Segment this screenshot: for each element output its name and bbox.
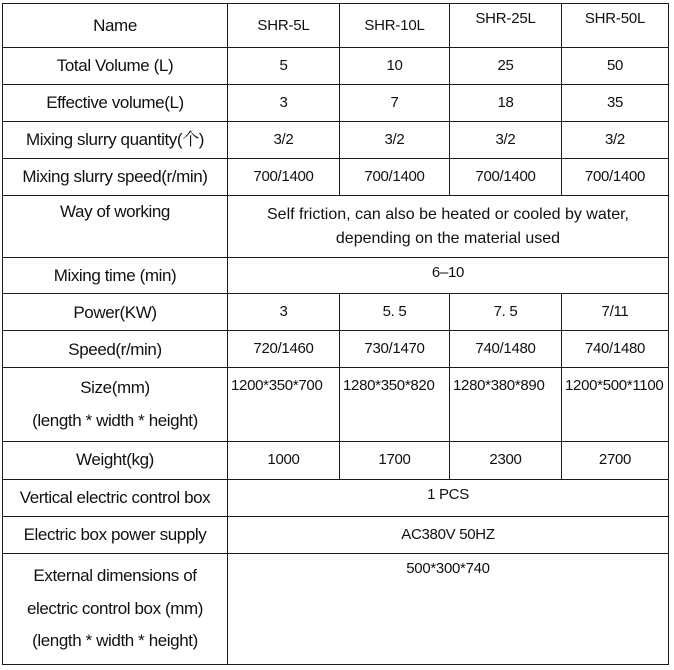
cell-external-dimensions: 500*300*740 [228,553,669,664]
label-mixing-slurry-quantity: Mixing slurry quantity(个) [3,122,228,159]
cell-weight-25l: 2300 [450,441,562,479]
label-external-dimensions [3,553,228,664]
cell-size-50l: 1200*500*1100 [562,368,669,441]
cell-effective-volume-50l: 35 [562,85,669,122]
cell-mixing-time: 6–10 [228,258,669,294]
model-shr-10l: SHR-10L [340,4,450,48]
cell-power-50l: 7/11 [562,294,669,331]
cell-slurry-quantity-10l: 3/2 [340,122,450,159]
cell-total-volume-10l: 10 [340,48,450,85]
row-mixing-time [3,258,669,294]
cell-vertical-control-box: 1 PCS [228,479,669,516]
way-of-working-line-1: Self friction, can also be heated or cooled by water, [267,205,629,223]
label-total-volume: Total Volume (L) [3,48,228,85]
label-external-dimensions-line-2: electric control box (mm) [26,598,204,618]
cell-slurry-speed-25l: 700/1400 [450,159,562,196]
cell-slurry-quantity-50l: 3/2 [562,122,669,159]
label-mixing-slurry-speed: Mixing slurry speed(r/min) [3,159,228,196]
row-mixing-slurry-quantity [3,122,669,159]
row-total-volume [3,48,669,85]
model-shr-25l: SHR-25L [450,4,562,48]
cell-size-10l: 1280*350*820 [340,368,450,441]
row-mixing-slurry-speed [3,159,669,196]
model-shr-50l: SHR-50L [562,4,669,48]
cell-speed-10l: 730/1470 [340,331,450,368]
header-name-label: Name [3,4,228,48]
cell-way-of-working [228,196,669,258]
way-of-working-line-2: depending on the material used [335,229,561,247]
label-size-line-1: Size(mm) [80,378,150,398]
cell-slurry-speed-5l: 700/1400 [228,159,340,196]
cell-total-volume-5l: 5 [228,48,340,85]
cell-speed-5l: 720/1460 [228,331,340,368]
label-mixing-time: Mixing time (min) [3,258,228,294]
row-effective-volume [3,85,669,122]
cell-effective-volume-10l: 7 [340,85,450,122]
header-row [3,4,669,48]
cell-total-volume-50l: 50 [562,48,669,85]
label-vertical-control-box: Vertical electric control box [3,479,228,516]
label-power: Power(KW) [3,294,228,331]
cell-size-5l: 1200*350*700 [228,368,340,441]
label-size [3,368,228,441]
cell-size-25l: 1280*380*890 [450,368,562,441]
cell-effective-volume-5l: 3 [228,85,340,122]
label-electric-box-power: Electric box power supply [3,516,228,553]
row-weight [3,441,669,479]
label-speed: Speed(r/min) [3,331,228,368]
cell-total-volume-25l: 25 [450,48,562,85]
cell-speed-50l: 740/1480 [562,331,669,368]
cell-weight-10l: 1700 [340,441,450,479]
label-weight: Weight(kg) [3,441,228,479]
label-size-line-2: (length * width * height) [32,410,198,430]
cell-slurry-quantity-5l: 3/2 [228,122,340,159]
cell-electric-box-power: AC380V 50HZ [228,516,669,553]
cell-slurry-speed-10l: 700/1400 [340,159,450,196]
model-shr-5l: SHR-5L [228,4,340,48]
cell-effective-volume-25l: 18 [450,85,562,122]
label-effective-volume: Effective volume(L) [3,85,228,122]
specification-table [2,3,669,665]
label-external-dimensions-line-3: (length * width * height) [32,631,198,651]
cell-weight-5l: 1000 [228,441,340,479]
row-power [3,294,669,331]
cell-speed-25l: 740/1480 [450,331,562,368]
label-way-of-working: Way of working [3,196,228,258]
cell-power-25l: 7. 5 [450,294,562,331]
row-electric-box-power [3,516,669,553]
row-speed [3,331,669,368]
row-external-dimensions [3,553,669,664]
cell-power-10l: 5. 5 [340,294,450,331]
row-way-of-working [3,196,669,258]
row-size [3,368,669,441]
row-vertical-control-box [3,479,669,516]
cell-power-5l: 3 [228,294,340,331]
cell-weight-50l: 2700 [562,441,669,479]
cell-slurry-quantity-25l: 3/2 [450,122,562,159]
label-external-dimensions-line-1: External dimensions of [33,566,197,586]
cell-slurry-speed-50l: 700/1400 [562,159,669,196]
